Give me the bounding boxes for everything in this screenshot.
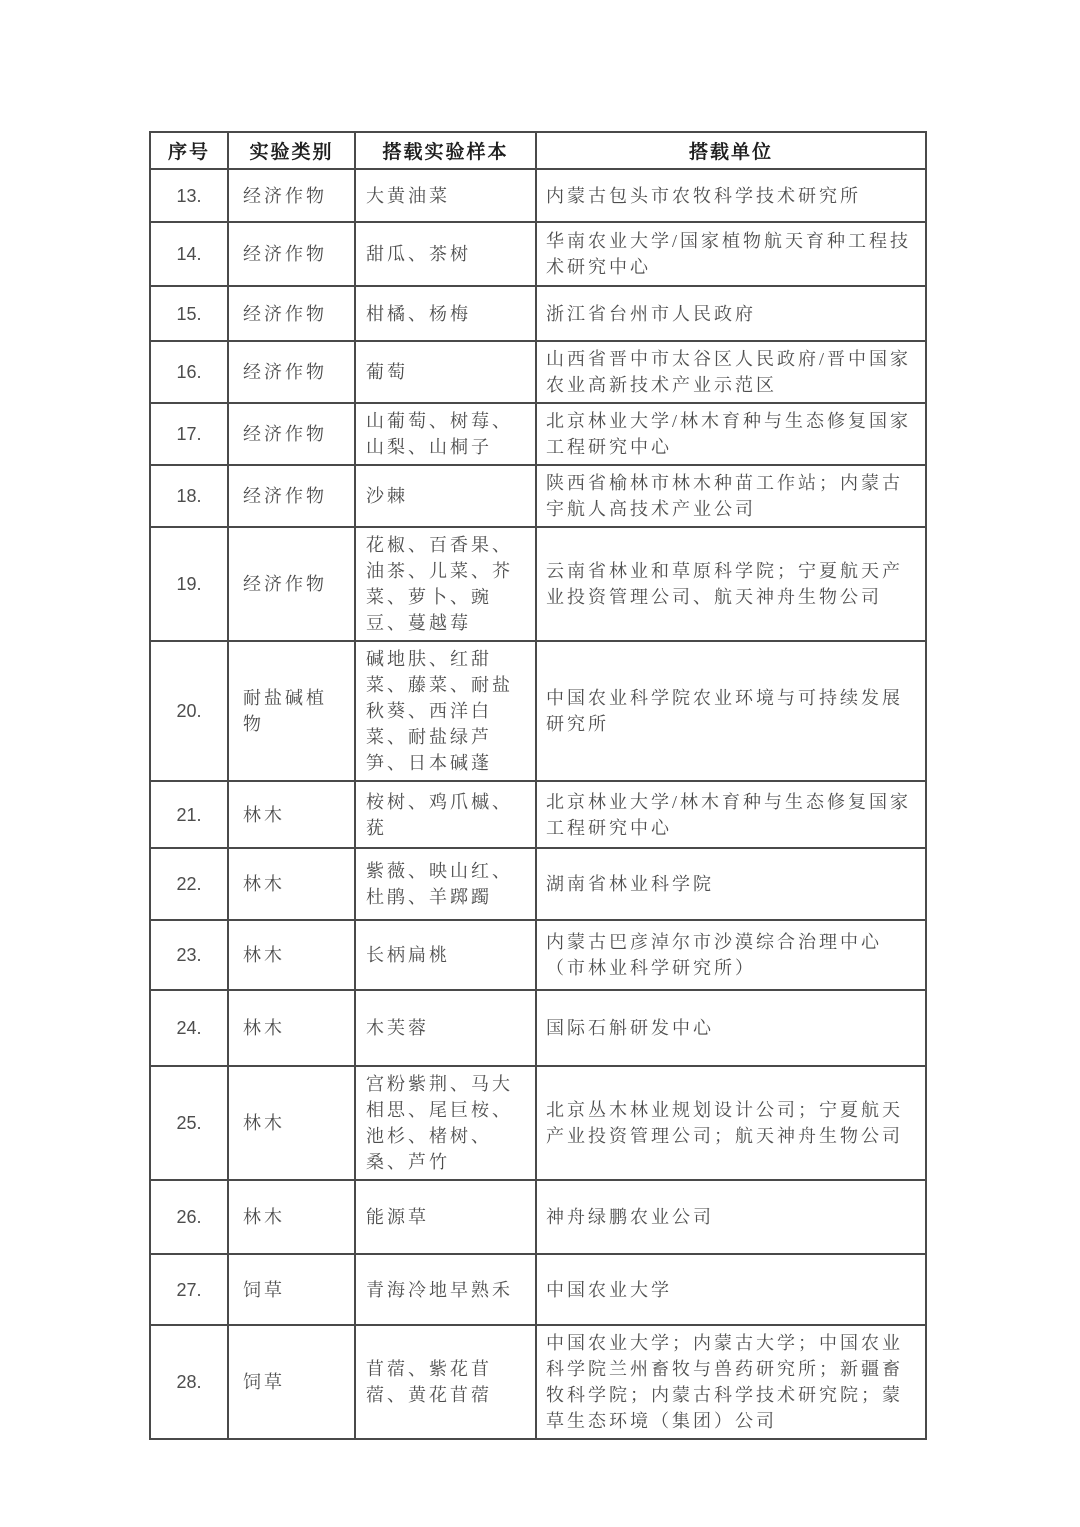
payload-unit-cell: 国际石斛研发中心 xyxy=(536,990,926,1066)
payload-unit-cell: 北京丛木林业规划设计公司；宁夏航天产业投资管理公司；航天神舟生物公司 xyxy=(536,1066,926,1180)
experiment-payload-table xyxy=(149,131,927,1440)
table-row xyxy=(150,1254,926,1325)
payload-unit-cell: 中国农业科学院农业环境与可持续发展研究所 xyxy=(536,641,926,781)
payload-sample-cell: 青海冷地早熟禾 xyxy=(355,1254,536,1325)
table-row xyxy=(150,641,926,781)
table-row xyxy=(150,403,926,465)
payload-unit-cell: 内蒙古包头市农牧科学技术研究所 xyxy=(536,169,926,222)
row-number-cell: 15. xyxy=(150,286,228,341)
table-header xyxy=(150,132,926,169)
table-row xyxy=(150,222,926,286)
experiment-type-cell: 饲草 xyxy=(228,1254,355,1325)
row-number-cell: 14. xyxy=(150,222,228,286)
row-number-cell: 25. xyxy=(150,1066,228,1180)
row-number-cell: 13. xyxy=(150,169,228,222)
table-row xyxy=(150,848,926,920)
experiment-type-cell: 耐盐碱植物 xyxy=(228,641,355,781)
experiment-type-cell: 经济作物 xyxy=(228,169,355,222)
experiment-type-cell: 林木 xyxy=(228,781,355,848)
payload-unit-cell: 中国农业大学；内蒙古大学；中国农业科学院兰州畜牧与兽药研究所；新疆畜牧科学院；内蒙古科学技术研究院；蒙草生态环境（集团）公司 xyxy=(536,1325,926,1439)
row-number-cell: 21. xyxy=(150,781,228,848)
header-payload-sample: 搭载实验样本 xyxy=(355,132,536,169)
payload-sample-cell: 沙棘 xyxy=(355,465,536,527)
header-row xyxy=(150,132,926,169)
row-number-cell: 27. xyxy=(150,1254,228,1325)
payload-unit-cell: 陕西省榆林市林木种苗工作站；内蒙古宇航人高技术产业公司 xyxy=(536,465,926,527)
row-number-cell: 23. xyxy=(150,920,228,990)
table-row xyxy=(150,920,926,990)
row-number-cell: 24. xyxy=(150,990,228,1066)
row-number-cell: 17. xyxy=(150,403,228,465)
experiment-type-cell: 林木 xyxy=(228,1180,355,1254)
experiment-type-cell: 林木 xyxy=(228,848,355,920)
payload-unit-cell: 神舟绿鹏农业公司 xyxy=(536,1180,926,1254)
experiment-type-cell: 饲草 xyxy=(228,1325,355,1439)
payload-sample-cell: 桉树、鸡爪槭、莸 xyxy=(355,781,536,848)
header-experiment-type: 实验类别 xyxy=(228,132,355,169)
payload-sample-cell: 紫薇、映山红、杜鹃、羊踯躅 xyxy=(355,848,536,920)
payload-sample-cell: 苜蓿、紫花苜蓿、黄花苜蓿 xyxy=(355,1325,536,1439)
row-number-cell: 22. xyxy=(150,848,228,920)
table-body xyxy=(150,169,926,1439)
table-row xyxy=(150,990,926,1066)
payload-unit-cell: 北京林业大学/林木育种与生态修复国家工程研究中心 xyxy=(536,781,926,848)
row-number-cell: 20. xyxy=(150,641,228,781)
payload-sample-cell: 木芙蓉 xyxy=(355,990,536,1066)
table-row xyxy=(150,169,926,222)
row-number-cell: 16. xyxy=(150,341,228,403)
table-row xyxy=(150,781,926,848)
payload-sample-cell: 宫粉紫荆、马大相思、尾巨桉、池杉、楮树、桑、芦竹 xyxy=(355,1066,536,1180)
payload-unit-cell: 中国农业大学 xyxy=(536,1254,926,1325)
payload-sample-cell: 柑橘、杨梅 xyxy=(355,286,536,341)
payload-unit-cell: 内蒙古巴彦淖尔市沙漠综合治理中心（市林业科学研究所） xyxy=(536,920,926,990)
payload-unit-cell: 云南省林业和草原科学院；宁夏航天产业投资管理公司、航天神舟生物公司 xyxy=(536,527,926,641)
payload-unit-cell: 湖南省林业科学院 xyxy=(536,848,926,920)
header-serial-number: 序号 xyxy=(150,132,228,169)
table-row xyxy=(150,1066,926,1180)
experiment-type-cell: 经济作物 xyxy=(228,403,355,465)
experiment-type-cell: 经济作物 xyxy=(228,222,355,286)
table-row xyxy=(150,465,926,527)
row-number-cell: 19. xyxy=(150,527,228,641)
row-number-cell: 18. xyxy=(150,465,228,527)
payload-sample-cell: 山葡萄、树莓、山梨、山桐子 xyxy=(355,403,536,465)
experiment-type-cell: 林木 xyxy=(228,990,355,1066)
payload-unit-cell: 山西省晋中市太谷区人民政府/晋中国家农业高新技术产业示范区 xyxy=(536,341,926,403)
table-row xyxy=(150,341,926,403)
table-row xyxy=(150,286,926,341)
row-number-cell: 28. xyxy=(150,1325,228,1439)
experiment-type-cell: 经济作物 xyxy=(228,527,355,641)
header-payload-unit: 搭载单位 xyxy=(536,132,926,169)
payload-sample-cell: 大黄油菜 xyxy=(355,169,536,222)
payload-unit-cell: 浙江省台州市人民政府 xyxy=(536,286,926,341)
experiment-type-cell: 经济作物 xyxy=(228,465,355,527)
payload-unit-cell: 北京林业大学/林木育种与生态修复国家工程研究中心 xyxy=(536,403,926,465)
payload-sample-cell: 碱地肤、红甜菜、藤菜、耐盐秋葵、西洋白菜、耐盐绿芦笋、日本碱蓬 xyxy=(355,641,536,781)
experiment-type-cell: 林木 xyxy=(228,1066,355,1180)
table-row xyxy=(150,1180,926,1254)
row-number-cell: 26. xyxy=(150,1180,228,1254)
experiment-type-cell: 经济作物 xyxy=(228,286,355,341)
payload-sample-cell: 甜瓜、茶树 xyxy=(355,222,536,286)
payload-sample-cell: 葡萄 xyxy=(355,341,536,403)
payload-sample-cell: 长柄扁桃 xyxy=(355,920,536,990)
payload-sample-cell: 花椒、百香果、油茶、儿菜、芥菜、萝卜、豌豆、蔓越莓 xyxy=(355,527,536,641)
payload-unit-cell: 华南农业大学/国家植物航天育种工程技术研究中心 xyxy=(536,222,926,286)
experiment-type-cell: 林木 xyxy=(228,920,355,990)
table-row xyxy=(150,527,926,641)
experiment-type-cell: 经济作物 xyxy=(228,341,355,403)
table-row xyxy=(150,1325,926,1439)
payload-sample-cell: 能源草 xyxy=(355,1180,536,1254)
